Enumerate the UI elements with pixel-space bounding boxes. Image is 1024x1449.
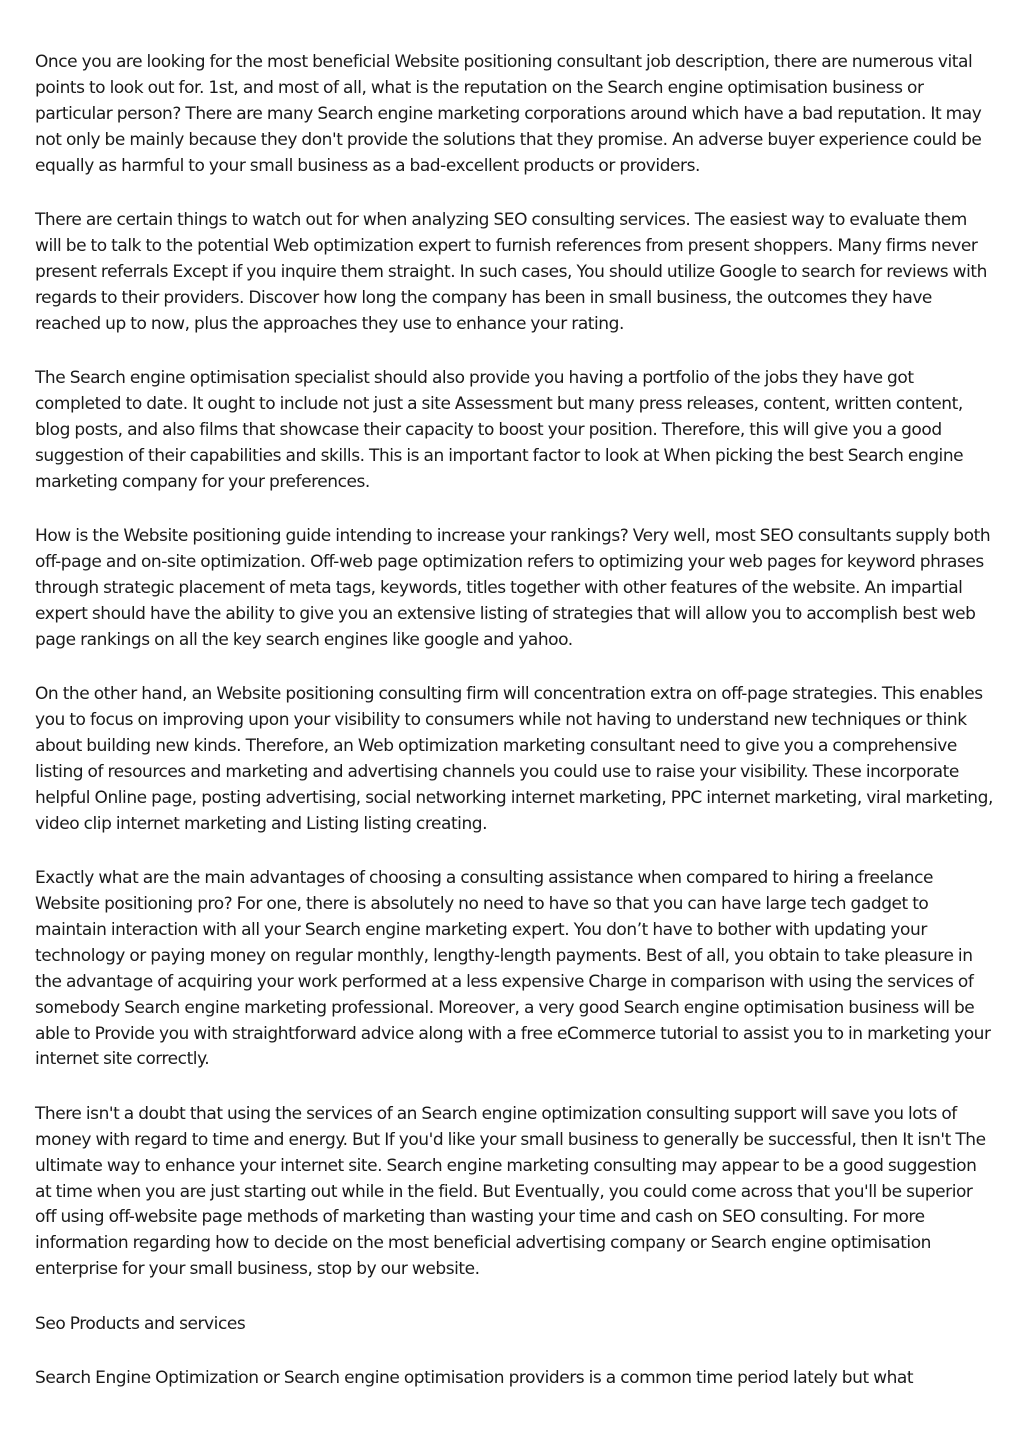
paragraph-6: Exactly what are the main advantages of choosing a consulting assistance when compared to hiring a freelance Website positioning pro? For one, there is absolutely no need to have so that you can have large tech gadget to maintain interaction with all your Search engine marketing expert. You don’t have to bother with updating your technology or paying money on regular monthly, lengthy-length payments. Best of all, you obtain to take pleasure in the advantage of acquiring your work performed at a less expensive Charge in comparison with using the services of somebody Search engine marketing professional. Moreover, a very good Search engine optimisation business will be able to Provide you with straightforward advice along with a free eCommerce tutorial to assist you to in marketing your internet site correctly. xyxy=(35,868,991,1070)
document-body xyxy=(35,50,995,1420)
paragraph-7: There isn't a doubt that using the services of an Search engine optimization consulting support will save you lots of money with regard to time and energy. But If you'd like your small business to generally be successful, then It isn't The ultimate way to enhance your internet site. Search engine marketing consulting may appear to be a good suggestion at time when you are just starting out while in the field. But Eventually, you could come across that you'll be superior off using off-website page methods of marketing than wasting your time and cash on SEO consulting. For more information regarding how to decide on the most beneficial advertising company or Search engine optimisation enterprise for your small business, stop by our website. xyxy=(35,1103,986,1280)
paragraph-5: On the other hand, an Website positioning consulting firm will concentration extra on off-page strategies. This enables you to focus on improving upon your visibility to consumers while not having to understand new techniques or think about building new kinds. Therefore, an Web optimization marketing consultant need to give you a comprehensive listing of resources and marketing and advertising channels you could use to raise your visibility. These incorporate helpful Online page, posting advertising, social networking internet marketing, PPC internet marketing, viral marketing, video clip internet marketing and Listing listing creating. xyxy=(35,684,993,834)
paragraph-3: The Search engine optimisation specialist should also provide you having a portfolio of the jobs they have got completed to date. It ought to include not just a site Assessment but many press releases, content, written content, blog posts, and also films that showcase their capacity to boost your position. Therefore, this will give you a good suggestion of their capabilities and skills. This is an important factor to look at When picking the best Search engine marketing company for your preferences. xyxy=(35,368,964,492)
paragraph-1: Once you are looking for the most beneficial Website positioning consultant job description, there are numerous vital points to look out for. 1st, and most of all, what is the reputation on the Search engine optimisation business or particular person? There are many Search engine marketing corporations around which have a bad reputation. It may not only be mainly because they don't provide the solutions that they promise. An adverse buyer experience could be equally as harmful to your small business as a bad-excellent products or providers. xyxy=(35,52,982,176)
paragraph-8: Search Engine Optimization or Search engine optimisation providers is a common time period lately but what xyxy=(35,1368,914,1389)
paragraph-4: How is the Website positioning guide intending to increase your rankings? Very well, most SEO consultants supply both off-page and on-site optimization. Off-web page optimization refers to optimizing your web pages for keyword phrases through strategic placement of meta tags, keywords, titles together with other features of the website. An impartial expert should have the ability to give you an extensive listing of strategies that will allow you to accomplish best web page rankings on all the key search engines like google and yahoo. xyxy=(35,526,991,650)
paragraph-2: There are certain things to watch out for when analyzing SEO consulting services. The easiest way to evaluate them will be to talk to the potential Web optimization expert to furnish references from present shoppers. Many firms never present referrals Except if you inquire them straight. In such cases, You should utilize Google to search for reviews with regards to their providers. Discover how long the company has been in small business, the outcomes they have reached up to now, plus the approaches they use to enhance your rating. xyxy=(35,210,987,334)
section-heading: Seo Products and services xyxy=(35,1313,246,1334)
